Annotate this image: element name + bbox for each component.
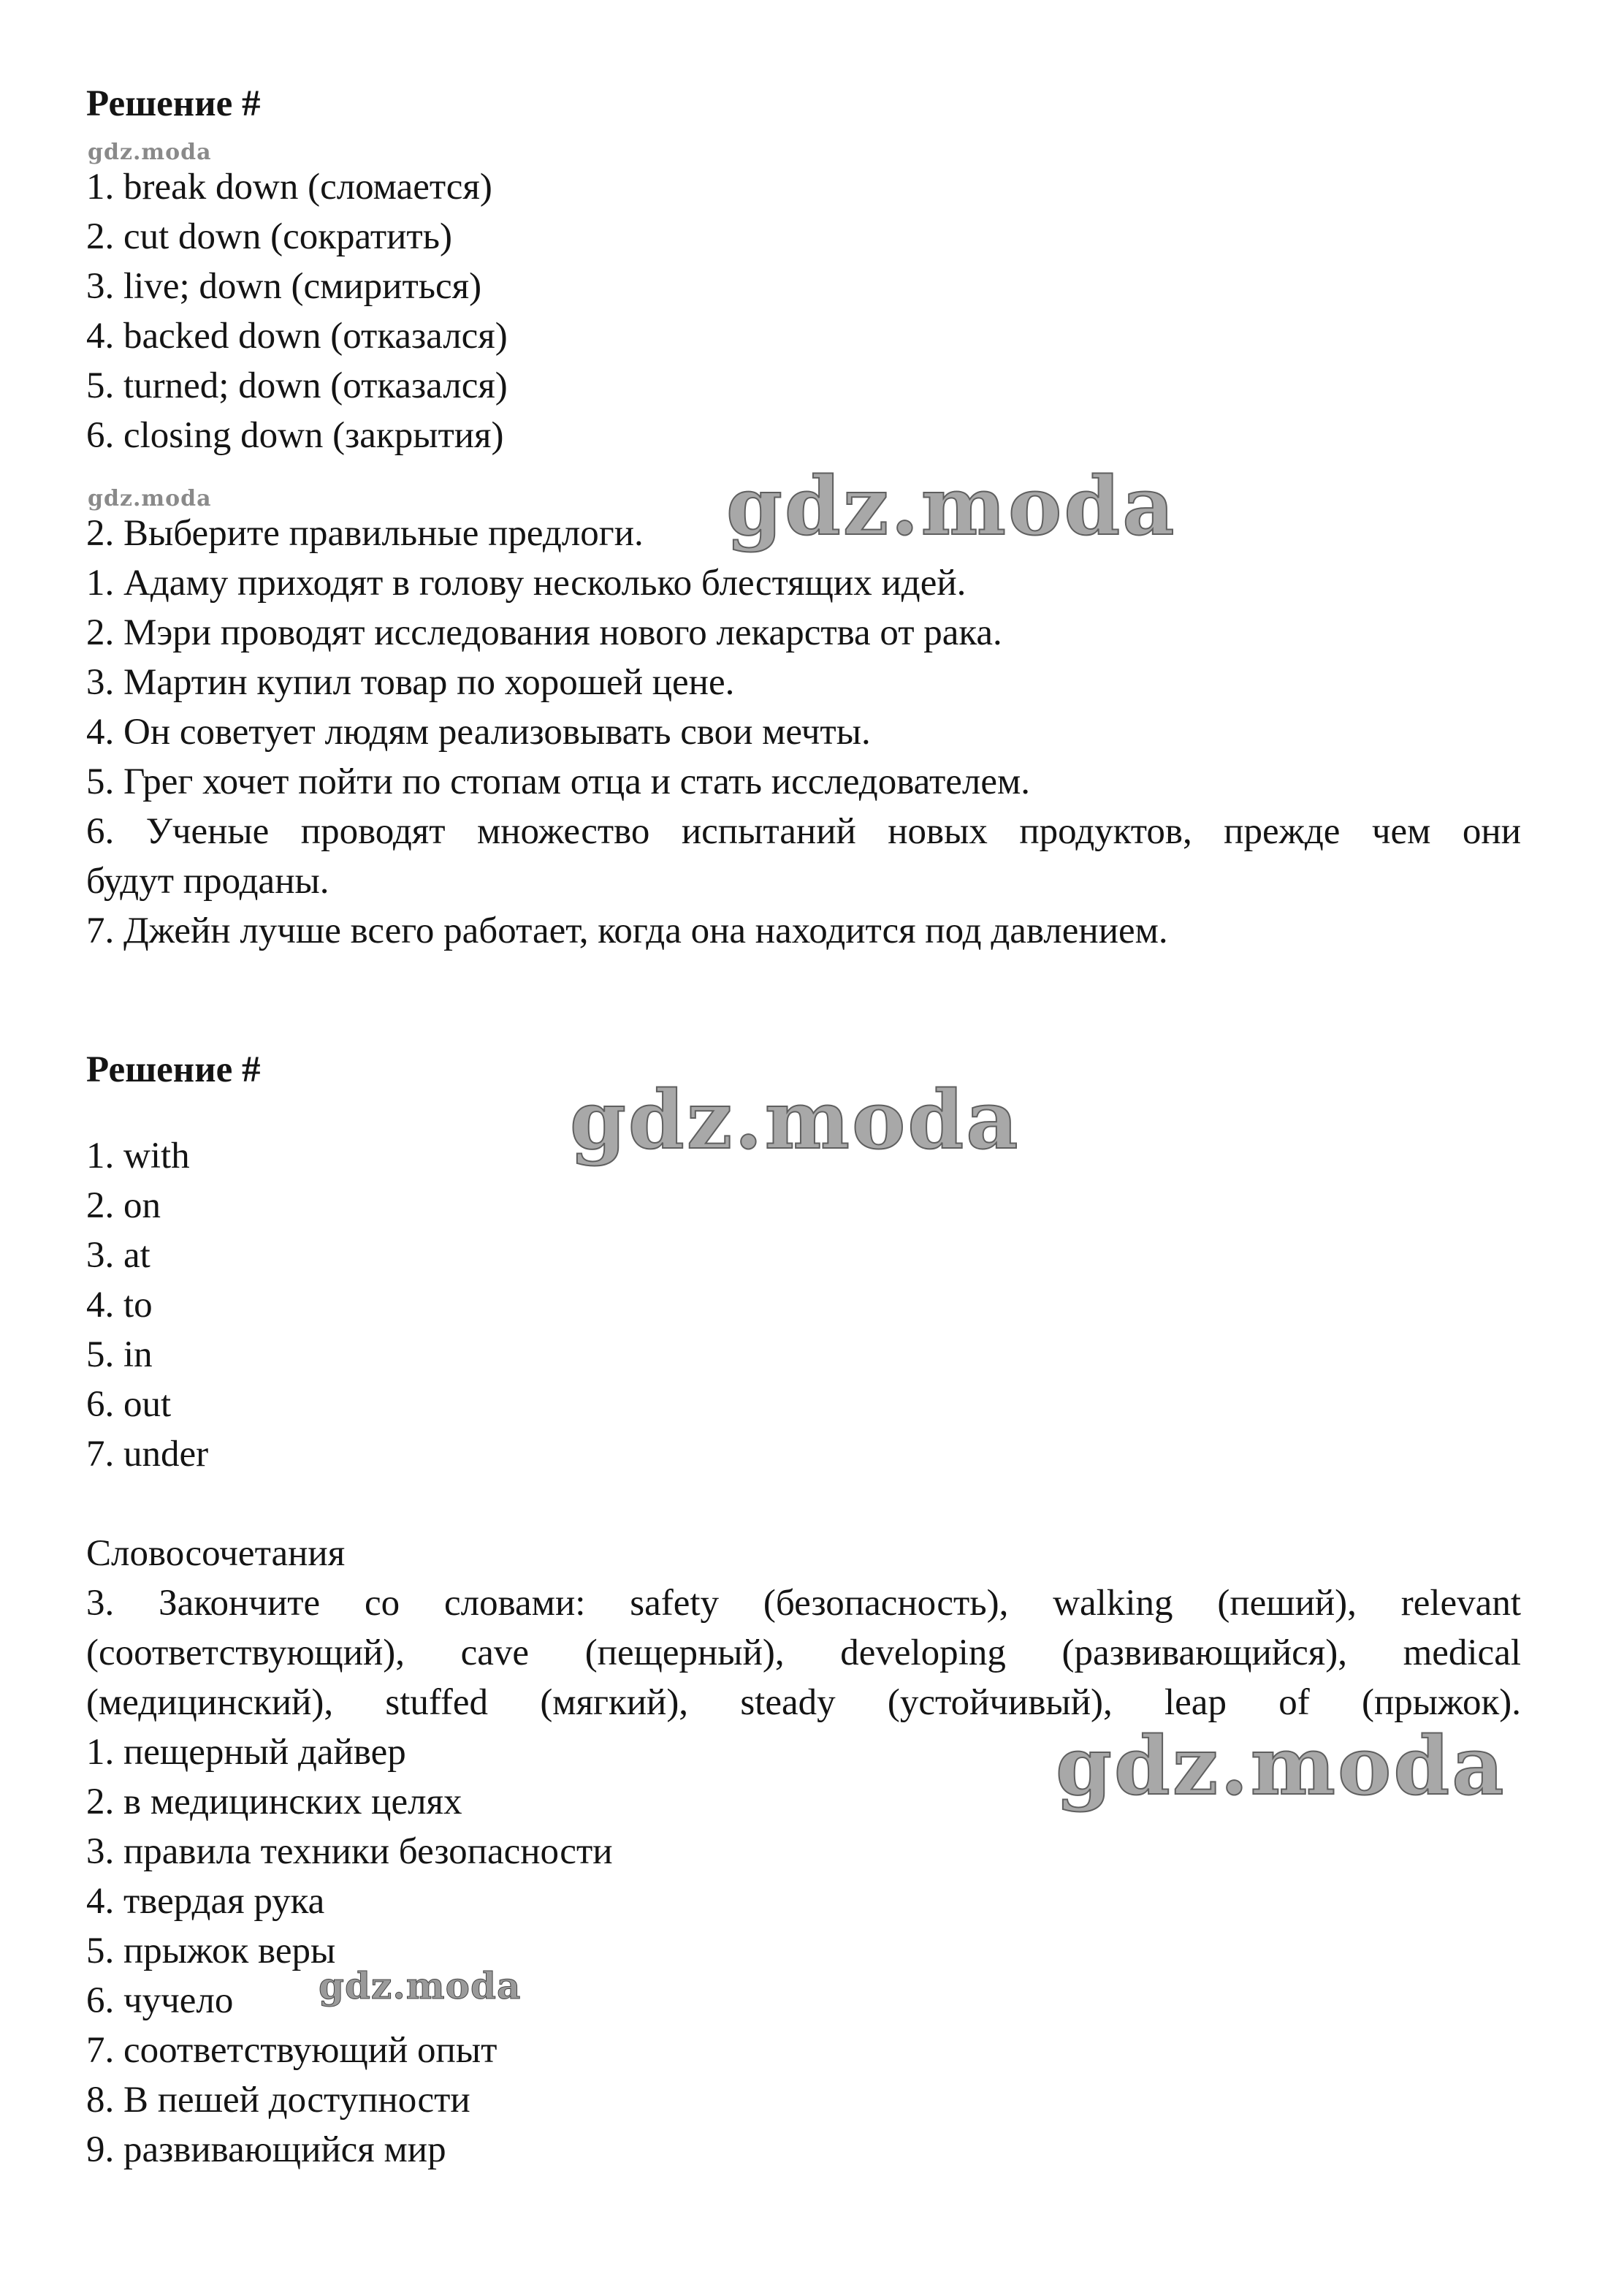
task-line: (медицинский), stuffed (мягкий), steady (устойчивый), leap of (прыжок).	[86, 1682, 1521, 1723]
answer-line: 8. В пешей доступности	[86, 2080, 470, 2121]
watermark-large: gdz.moda	[1056, 1719, 1506, 1813]
task-line: 7. Джейн лучше всего работает, когда она находится под давлением.	[86, 910, 1168, 951]
watermark-medium: gdz.moda	[319, 1964, 522, 2007]
watermark-large: gdz.moda	[726, 459, 1177, 553]
answer-line: 6. out	[86, 1384, 172, 1425]
task-line: 2. Мэри проводят исследования нового лекарства от рака.	[86, 612, 1002, 653]
answer-line: 5. turned; down (отказался)	[86, 365, 508, 406]
watermark-large: gdz.moda	[570, 1073, 1021, 1167]
watermark-small: gdz.moda	[88, 140, 212, 165]
task-line: 3. Мартин купил товар по хорошей цене.	[86, 662, 735, 703]
answer-line: 1. break down (сломается)	[86, 167, 492, 208]
answer-line: 1. пещерный дайвер	[86, 1732, 406, 1773]
answer-line: 7. соответствующий опыт	[86, 2030, 498, 2071]
answer-line: 3. правила техники безопасности	[86, 1831, 613, 1872]
answer-line: 5. прыжок веры	[86, 1931, 336, 1971]
task-line: 3. Закончите со словами: safety (безопасность), walking (пеший), relevant	[86, 1583, 1521, 1624]
answer-line: 1. with	[86, 1136, 190, 1176]
answer-line: 4. to	[86, 1285, 153, 1326]
answer-line: 4. backed down (отказался)	[86, 316, 508, 357]
answer-line: 9. развивающийся мир	[86, 2129, 446, 2170]
task-line: будут проданы.	[86, 861, 329, 902]
solution-heading-2: Решение #	[86, 1049, 261, 1090]
answer-line: 5. in	[86, 1334, 153, 1375]
answer-line: 2. cut down (сократить)	[86, 216, 452, 257]
task-line: (соответствующий), cave (пещерный), developing (развивающийся), medical	[86, 1632, 1521, 1673]
task-line: 5. Грег хочет пойти по стопам отца и стать исследователем.	[86, 761, 1030, 802]
answer-line: 4. твердая рука	[86, 1881, 325, 1922]
watermark-small: gdz.moda	[88, 486, 212, 512]
task-line: 6. Ученые проводят множество испытаний новых продуктов, прежде чем они	[86, 811, 1521, 852]
solution-heading-1: Решение #	[86, 83, 261, 124]
answer-line: 3. at	[86, 1235, 150, 1276]
answer-line: 2. в медицинских целях	[86, 1781, 462, 1822]
answer-line: 6. чучело	[86, 1980, 234, 2021]
subheading-word-combinations: Словосочетания	[86, 1533, 346, 1574]
answer-line: 2. on	[86, 1185, 161, 1226]
task-line: 4. Он советует людям реализовывать свои мечты.	[86, 712, 871, 753]
answer-line: 3. live; down (смириться)	[86, 266, 482, 307]
task-title: 2. Выберите правильные предлоги.	[86, 513, 644, 554]
answer-line: 7. under	[86, 1434, 209, 1475]
answer-line: 6. closing down (закрытия)	[86, 415, 504, 456]
task-line: 1. Адаму приходят в голову несколько блестящих идей.	[86, 563, 967, 604]
